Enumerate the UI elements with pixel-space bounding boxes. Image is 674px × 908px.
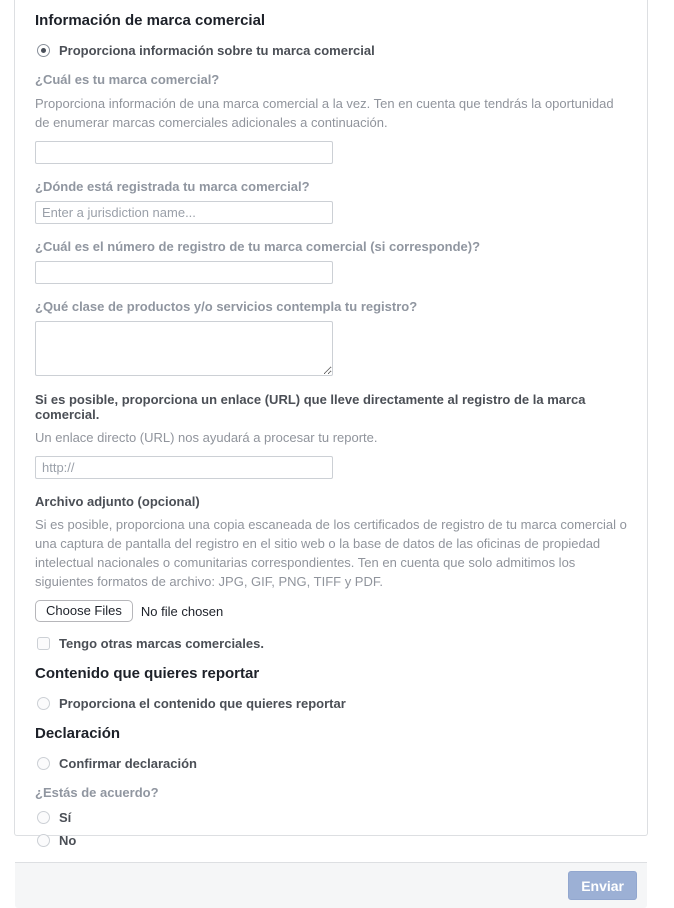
radio-icon[interactable] xyxy=(37,757,50,770)
registration-number-input[interactable] xyxy=(35,261,333,284)
radio-icon[interactable] xyxy=(37,697,50,710)
radio-agree-no[interactable] xyxy=(37,833,627,848)
trademark-report-panel xyxy=(14,0,648,894)
radio-agree-yes-label: Sí xyxy=(59,810,72,825)
radio-icon[interactable] xyxy=(37,834,50,847)
radio-agree-yes[interactable] xyxy=(37,810,627,825)
radio-provide-content-label: Proporciona el contenido que quieres reportar xyxy=(59,696,346,711)
goods-services-textarea[interactable] xyxy=(35,321,333,376)
checkbox-icon[interactable] xyxy=(37,637,50,650)
question-registration-number-label: ¿Cuál es el número de registro de tu marca comercial (si corresponde)? xyxy=(35,239,481,254)
trademark-name-input[interactable] xyxy=(35,141,333,164)
radio-icon[interactable] xyxy=(37,811,50,824)
jurisdiction-input[interactable] xyxy=(35,201,333,224)
registry-url-help: Un enlace directo (URL) nos ayudará a procesar tu reporte. xyxy=(35,430,378,445)
section-title-declaration: Declaración xyxy=(35,725,121,742)
form-footer xyxy=(15,862,647,908)
radio-provide-content[interactable] xyxy=(37,696,627,711)
question-jurisdiction-label: ¿Dónde está registrada tu marca comercial? xyxy=(35,179,310,194)
trademark-name-help: Proporciona información de una marca comercial a la vez. Ten en cuenta que tendrás la oportunidad de enumerar marcas comerciales adicionales a continuación. xyxy=(35,96,614,130)
attachment-label: Archivo adjunto (opcional) xyxy=(35,494,200,509)
radio-confirm-declaration-label: Confirmar declaración xyxy=(59,756,197,771)
choose-files-button[interactable]: Choose Files xyxy=(35,600,133,622)
agreement-question-label: ¿Estás de acuerdo? xyxy=(35,785,159,800)
radio-provide-trademark-info[interactable] xyxy=(37,43,627,58)
section-title-content-to-report: Contenido que quieres reportar xyxy=(35,665,260,682)
radio-confirm-declaration[interactable] xyxy=(37,756,627,771)
radio-agree-no-label: No xyxy=(59,833,77,848)
form-content xyxy=(15,0,647,862)
radio-selected-icon[interactable] xyxy=(37,44,50,57)
section-title-trademark-info: Información de marca comercial xyxy=(35,12,266,29)
registry-url-label: Si es posible, proporciona un enlace (URL) que lleve directamente al registro de la marca comercial. xyxy=(35,392,586,422)
radio-provide-trademark-info-label: Proporciona información sobre tu marca comercial xyxy=(59,43,375,58)
registry-url-input[interactable] xyxy=(35,456,333,479)
file-upload-control xyxy=(35,600,627,622)
checkbox-other-trademarks-label: Tengo otras marcas comerciales. xyxy=(59,636,264,651)
question-trademark-name-label: ¿Cuál es tu marca comercial? xyxy=(35,72,220,87)
file-chosen-status: No file chosen xyxy=(140,603,224,619)
question-goods-services-label: ¿Qué clase de productos y/o servicios contempla tu registro? xyxy=(35,299,418,314)
attachment-help: Si es posible, proporciona una copia escaneada de los certificados de registro de tu marca comercial o una captura de pantalla del registro en el sitio web o la base de datos de las oficinas de propiedad intelectual nacionales o comunitarias correspondientes. Ten en cuenta que solo admitimos los siguientes formatos de archivo: JPG, GIF, PNG, TIFF y PDF. xyxy=(35,517,627,589)
checkbox-other-trademarks[interactable] xyxy=(37,636,627,651)
submit-button[interactable]: Enviar xyxy=(568,871,637,900)
